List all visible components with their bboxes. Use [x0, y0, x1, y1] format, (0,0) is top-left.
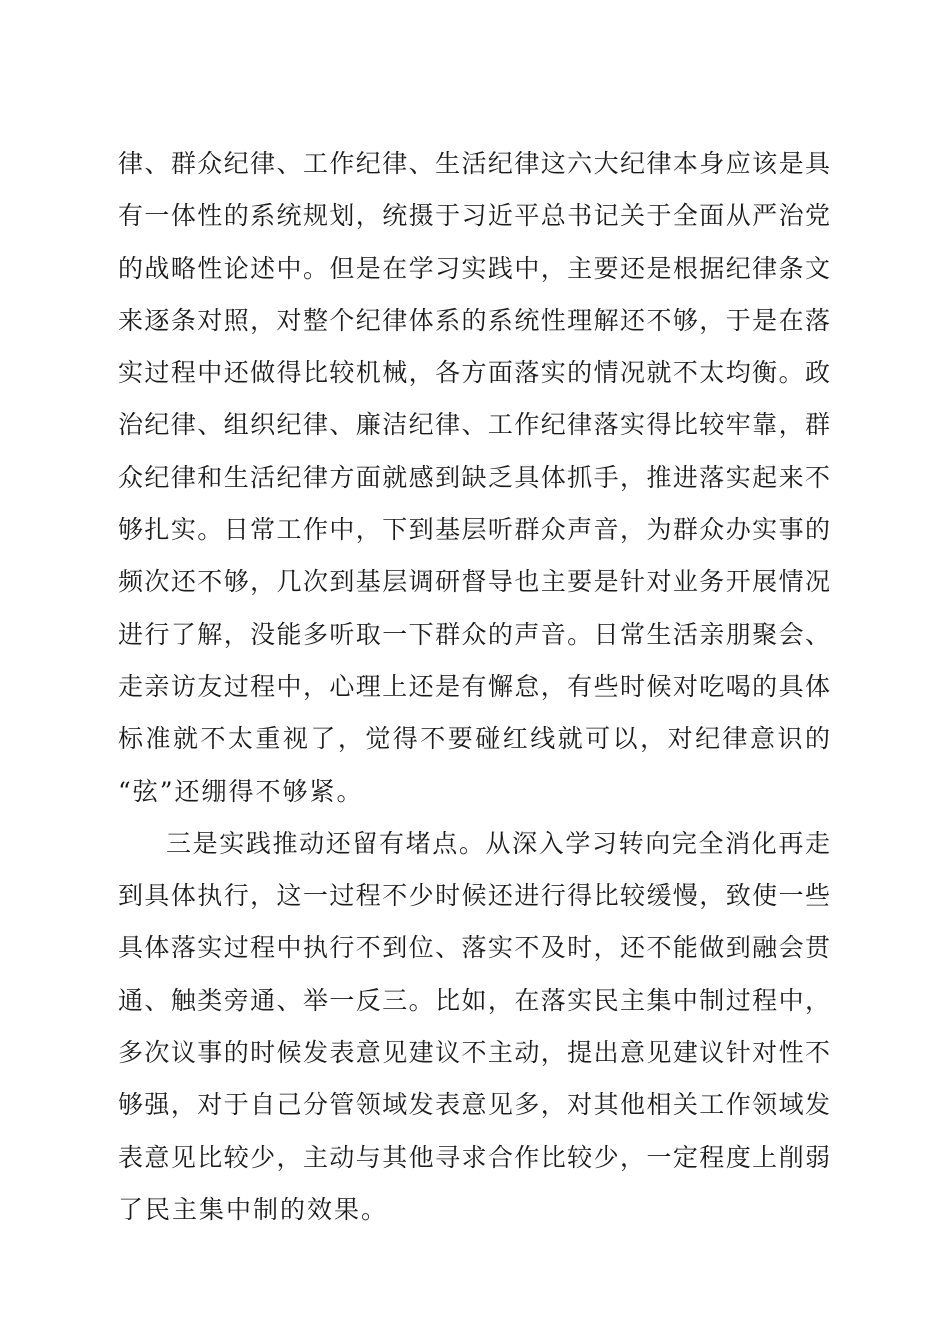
text-line: 治纪律、组织纪律、廉洁纪律、工作纪律落实得比较牢靠，群: [118, 410, 830, 440]
text-line: 三是实践推动还留有堵点。从深入学习转向完全消化再走: [166, 828, 830, 858]
text-line: 进行了解，没能多听取一下群众的声音。日常生活亲朋聚会、: [118, 619, 830, 649]
text-line: 走亲访友过程中，心理上还是有懈怠，有些时候对吃喝的具体: [118, 671, 830, 701]
text-line: 实过程中还做得比较机械，各方面落实的情况就不太均衡。政: [118, 358, 830, 388]
text-line: 到具体执行，这一过程不少时候还进行得比较缓慢，致使一些: [118, 881, 830, 911]
text-line: 来逐条对照，对整个纪律体系的系统性理解还不够，于是在落: [118, 305, 830, 335]
text-line: 的战略性论述中。但是在学习实践中，主要还是根据纪律条文: [118, 253, 830, 283]
text-line: 了民主集中制的效果。: [118, 1194, 389, 1224]
document-body: [118, 138, 830, 1236]
text-line: 通、触类旁通、举一反三。比如，在落实民主集中制过程中，: [118, 985, 830, 1015]
text-line: 表意见比较少，主动与其他寻求合作比较少，一定程度上削弱: [118, 1142, 830, 1172]
text-line: 有一体性的系统规划，统摄于习近平总书记关于全面从严治党: [118, 201, 830, 231]
text-line: 标准就不太重视了，觉得不要碰红线就可以，对纪律意识的: [118, 724, 830, 754]
text-line: 频次还不够，几次到基层调研督导也主要是针对业务开展情况: [118, 567, 830, 597]
text-line: 够强，对于自己分管领域发表意见多，对其他相关工作领域发: [118, 1090, 830, 1120]
text-line: 多次议事的时候发表意见建议不主动，提出意见建议针对性不: [118, 1038, 830, 1068]
text-line: “弦”还绷得不够紧。: [118, 776, 364, 806]
text-line: 众纪律和生活纪律方面就感到缺乏具体抓手，推进落实起来不: [118, 462, 830, 492]
paragraph-2: [118, 818, 830, 1236]
paragraph-1: [118, 138, 830, 818]
text-line: 律、群众纪律、工作纪律、生活纪律这六大纪律本身应该是具: [118, 149, 830, 178]
text-line: 具体落实过程中执行不到位、落实不及时，还不能做到融会贯: [118, 933, 830, 963]
text-line: 够扎实。日常工作中，下到基层听群众声音，为群众办实事的: [118, 515, 830, 545]
